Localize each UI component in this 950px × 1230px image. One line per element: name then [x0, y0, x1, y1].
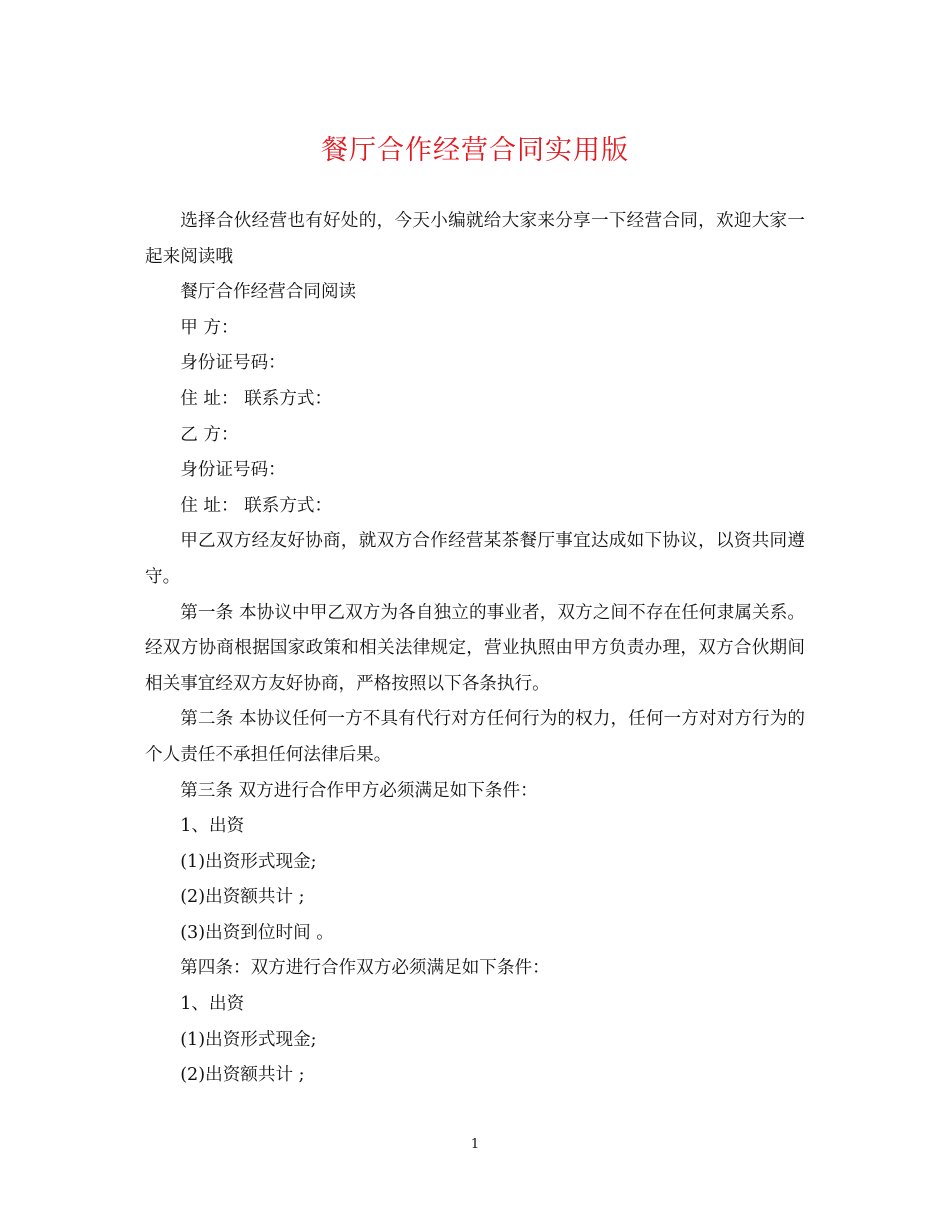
page-number: 1 [470, 1137, 480, 1152]
party-a-address-contact: 住 址： 联系方式： [180, 388, 333, 409]
article-4-item-1-sub-1: (1)出资形式现金; [180, 1029, 317, 1050]
party-b-label: 乙 方： [180, 424, 239, 445]
party-a-id-number: 身份证号码： [180, 353, 286, 374]
article-4-item-1: 1、出资 [180, 994, 245, 1015]
party-b-id-number: 身份证号码： [180, 460, 286, 481]
paragraph-subtitle: 餐厅合作经营合同阅读 [180, 282, 357, 303]
party-b-address-contact: 住 址： 联系方式： [180, 495, 333, 516]
article-3: 第三条 双方进行合作甲方必须满足如下条件： [180, 780, 538, 801]
paragraph-agreement: 甲乙双方经友好协商，就双方合作经营某茶餐厅事宜达成如下协议，以资共同遵守。 [145, 531, 805, 587]
article-4-item-1-sub-2: (2)出资额共计 ; [180, 1065, 305, 1086]
article-4: 第四条：双方进行合作双方必须满足如下条件： [180, 958, 550, 979]
article-1: 第一条 本协议中甲乙双方为各自独立的事业者，双方之间不存在任何隶属关系。经双方协商根据国家政策和相关法律规定，营业执照由甲方负责办理，双方合伙期间相关事宜经双方友好协商，严格按照以下各条执行。 [145, 602, 805, 694]
article-3-item-1-sub-3: (3)出资到位时间 。 [180, 922, 334, 943]
party-a-label: 甲 方： [180, 317, 239, 338]
document-title: 餐厅合作经营合同实用版 [321, 135, 629, 166]
article-3-item-1-sub-1: (1)出资形式现金; [180, 851, 317, 872]
document-body [145, 204, 805, 1094]
article-3-item-1: 1、出资 [180, 816, 245, 837]
article-3-item-1-sub-2: (2)出资额共计 ; [180, 887, 305, 908]
paragraph-intro: 选择合伙经营也有好处的，今天小编就给大家来分享一下经营合同，欢迎大家一起来阅读哦 [145, 211, 805, 267]
article-2: 第二条 本协议任何一方不具有代行对方任何行为的权力，任何一方对对方行为的个人责任不承担任何法律后果。 [145, 709, 805, 765]
